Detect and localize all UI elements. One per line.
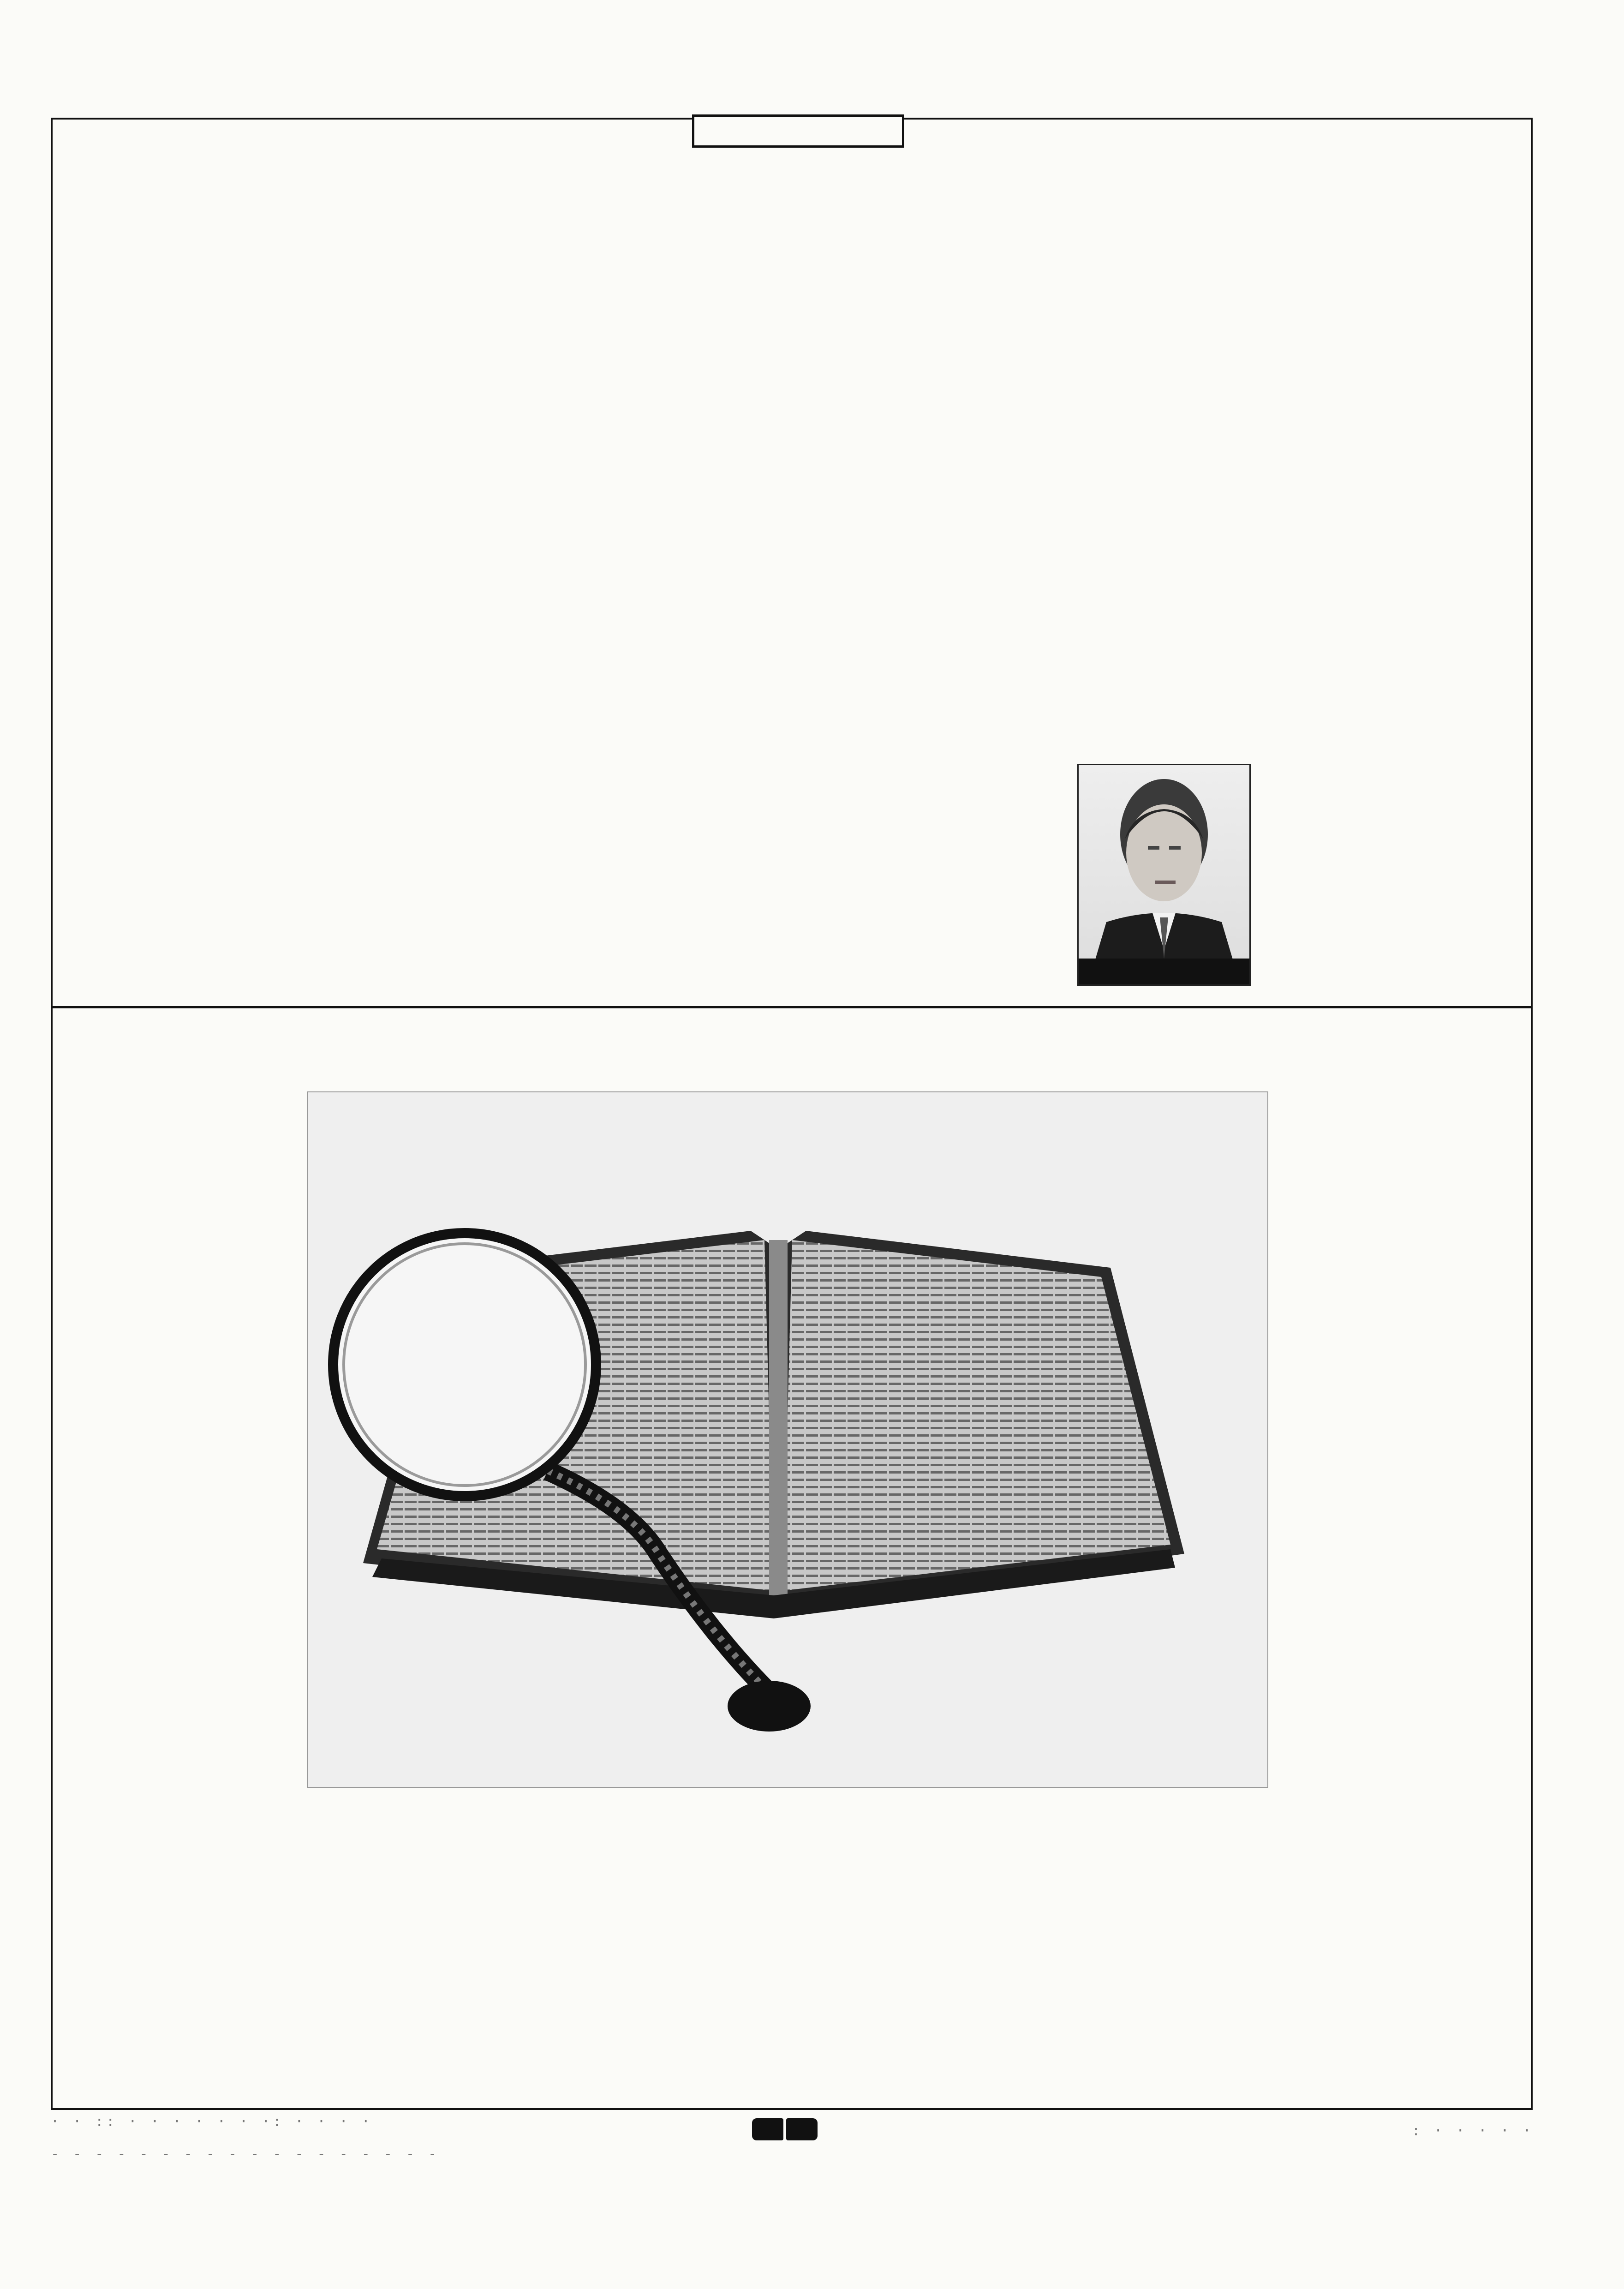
bottom-rule [51, 2108, 1533, 2110]
dictionary-photo [307, 1091, 1268, 1788]
portrait-illustration [1079, 765, 1249, 984]
logo-block [752, 2118, 783, 2140]
author-photo-caption [1079, 959, 1249, 984]
left-rule-bottom [51, 1006, 53, 2109]
logo-block [786, 2118, 818, 2140]
article-divider [51, 1006, 1533, 1008]
article2-right-column [1280, 1087, 1520, 1090]
article1-column-3 [803, 307, 1140, 313]
scan-noise-right: : · · · · · [1412, 2123, 1534, 2139]
scan-noise-left: · · :: · · · · · · ·: · · · · [51, 2114, 373, 2130]
dictionary-magnifier-illustration [308, 1092, 1267, 1787]
footer-logo [752, 2118, 821, 2140]
author-photo [1077, 764, 1251, 986]
article2-left-column [87, 1087, 292, 1093]
scan-noise-left-2: - - - - - - - - - - - - - - - - - - [51, 2146, 440, 2162]
article2-bottom-column-4 [1054, 1816, 1271, 1822]
section-label [692, 114, 904, 148]
right-rule-bottom [1531, 1006, 1533, 2109]
